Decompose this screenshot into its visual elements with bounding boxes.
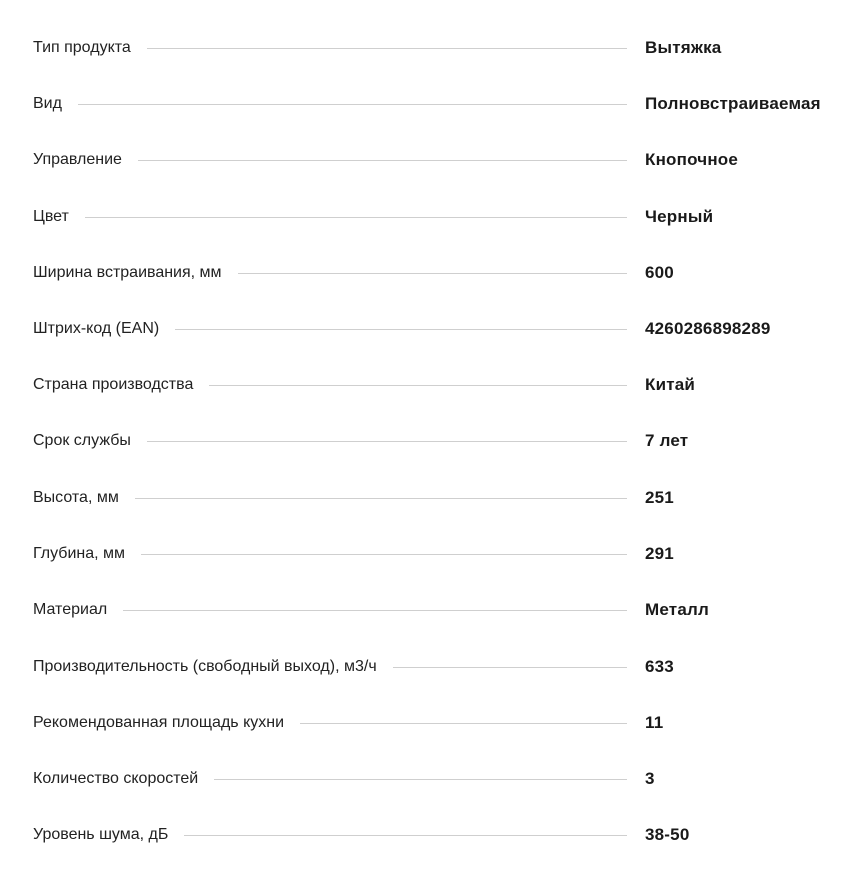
leader-line <box>209 385 627 386</box>
spec-label: Штрих-код (EAN) <box>33 320 160 337</box>
spec-value: Черный <box>645 207 714 226</box>
spec-value: 633 <box>645 657 674 676</box>
spec-row-kind <box>33 92 849 116</box>
spec-value: 11 <box>645 713 664 732</box>
leader-line <box>135 498 627 499</box>
spec-row-built-in-width <box>33 261 849 285</box>
spec-label: Срок службы <box>33 432 131 449</box>
leader-line <box>300 723 627 724</box>
leader-line <box>78 104 627 105</box>
spec-value: 291 <box>645 544 674 563</box>
spec-label: Тип продукта <box>33 39 131 56</box>
spec-label: Вид <box>33 95 62 112</box>
spec-value: 7 лет <box>645 431 689 450</box>
spec-label: Материал <box>33 601 108 618</box>
spec-row-service-life <box>33 429 849 453</box>
spec-value: 38-50 <box>645 825 690 844</box>
spec-row-material <box>33 598 849 622</box>
leader-line <box>123 610 627 611</box>
spec-label: Страна производства <box>33 376 194 393</box>
leader-line <box>214 779 627 780</box>
spec-label: Рекомендованная площадь кухни <box>33 714 285 731</box>
spec-row-noise-level <box>33 823 849 847</box>
spec-label: Уровень шума, дБ <box>33 826 169 843</box>
leader-line <box>238 273 627 274</box>
spec-row-barcode <box>33 317 849 341</box>
spec-label: Глубина, мм <box>33 545 126 562</box>
leader-line <box>141 554 627 555</box>
leader-line <box>138 160 627 161</box>
spec-value: Китай <box>645 375 696 394</box>
spec-row-country <box>33 373 849 397</box>
spec-label: Количество скоростей <box>33 770 199 787</box>
leader-line <box>184 835 627 836</box>
spec-row-height <box>33 486 849 510</box>
spec-row-control <box>33 148 849 172</box>
leader-line <box>85 217 627 218</box>
spec-row-speed-count <box>33 767 849 791</box>
spec-row-depth <box>33 542 849 566</box>
leader-line <box>393 667 627 668</box>
leader-line <box>147 441 627 442</box>
spec-value: Металл <box>645 600 709 619</box>
spec-label: Ширина встраивания, мм <box>33 264 222 281</box>
spec-label: Управление <box>33 151 122 168</box>
spec-value: Кнопочное <box>645 150 739 169</box>
spec-value: 600 <box>645 263 674 282</box>
spec-row-kitchen-area <box>33 711 849 735</box>
spec-value: 251 <box>645 488 674 507</box>
spec-value: 3 <box>645 769 655 788</box>
spec-value: 4260286898289 <box>645 319 771 338</box>
leader-line <box>147 48 627 49</box>
spec-label: Высота, мм <box>33 489 119 506</box>
spec-value: Полновстраиваемая <box>645 94 821 113</box>
leader-line <box>175 329 627 330</box>
spec-row-performance <box>33 655 849 679</box>
spec-value: Вытяжка <box>645 38 722 57</box>
spec-row-color <box>33 205 849 229</box>
spec-row-product-type <box>33 36 849 60</box>
spec-label: Цвет <box>33 208 69 225</box>
spec-label: Производительность (свободный выход), м3/ч <box>33 658 377 675</box>
